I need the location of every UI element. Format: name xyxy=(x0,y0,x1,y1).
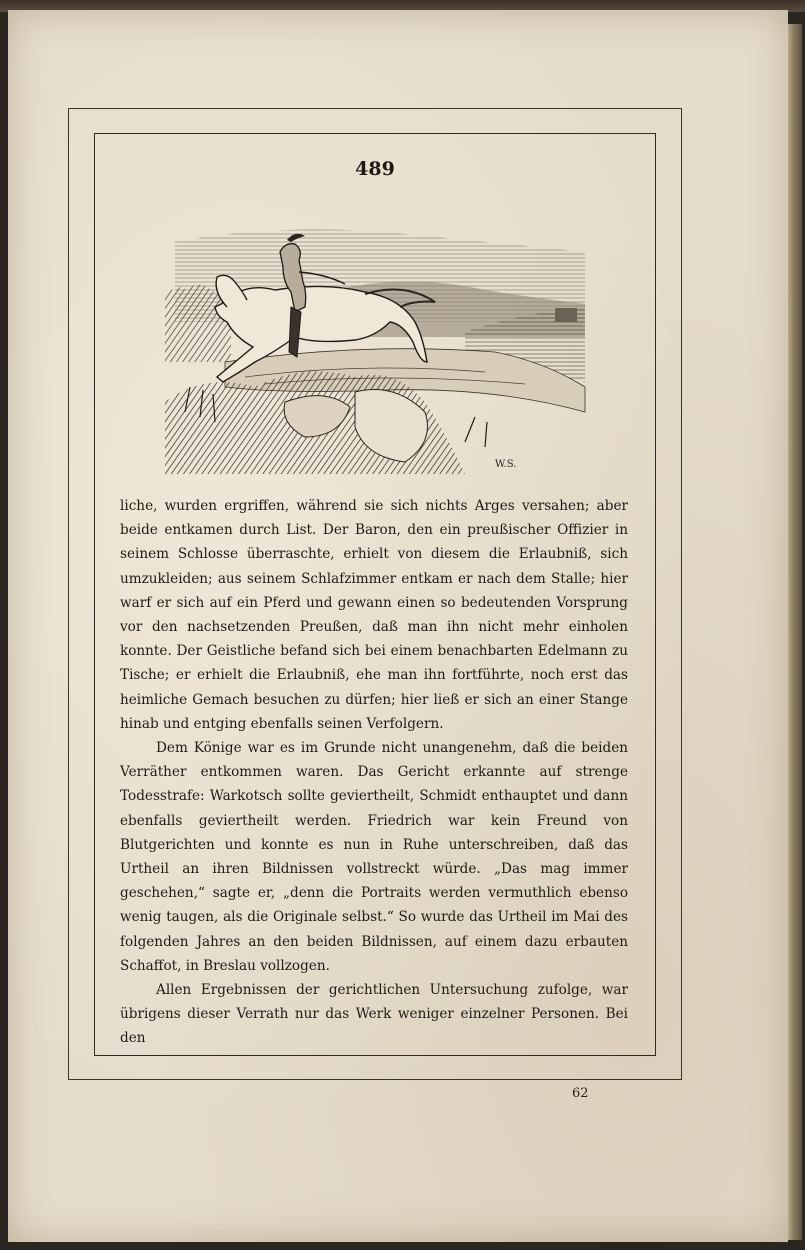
page-stack-edge xyxy=(788,24,802,1240)
body-text xyxy=(120,494,628,1051)
sheet-signature-number: 62 xyxy=(572,1086,589,1101)
rider-on-galloping-horse-icon xyxy=(165,212,590,474)
page-number: 489 xyxy=(355,158,395,180)
paragraph-3: Allen Ergebnissen der gerichtlichen Untersuchung zufolge, war übrigens dieser Verrath nur das Werk weniger einzelner Personen. Bei den xyxy=(120,982,628,1047)
illustration-signature: W.S. xyxy=(495,459,517,470)
paragraph-2: Dem Könige war es im Grunde nicht unangenehm, daß die beiden Verräther entkommen waren. Das Gericht erkannte auf strenge Todesstrafe: Warkotsch sollte geviertheilt, Schmidt enthauptet und dann ebenfalls geviertheilt werden. Friedrich war kein Freund von Blutgerichten und konnte es nun in Ruhe unterschreiben, daß das Urtheil an ihren Bildnissen vollstreckt würde. „Das mag immer geschehen,“ sagte er, „denn die Portraits werden vermuthlich ebenso wenig taugen, als die Originale selbst.“ So wurde das Urtheil im Mai des folgenden Jahres an den beiden Bildnissen, auf einem dazu erbauten Schaffot, in Breslau vollzogen. xyxy=(120,740,628,974)
paragraph-1: liche, wurden ergriffen, während sie sich nichts Arges versahen; aber beide entkamen durch List. Der Baron, den ein preußischer Offizier in seinem Schlosse überraschte, erhielt von diesem die Erlaubniß, sich umzukleiden; aus seinem Schlafzimmer entkam er nach dem Stalle; hier warf er sich auf ein Pferd und gewann einen so bedeutenden Vorsprung vor den nachsetzenden Preußen, daß man ihn nicht mehr einholen konnte. Der Geistliche befand sich bei einem benachbarten Edelmann zu Tische; er erhielt die Erlaubniß, ehe man ihn fortführte, noch erst das heimliche Gemach besuchen zu dürfen; hier ließ er sich an einer Stange hinab und entging ebenfalls seinen Verfolgern. xyxy=(120,498,628,732)
